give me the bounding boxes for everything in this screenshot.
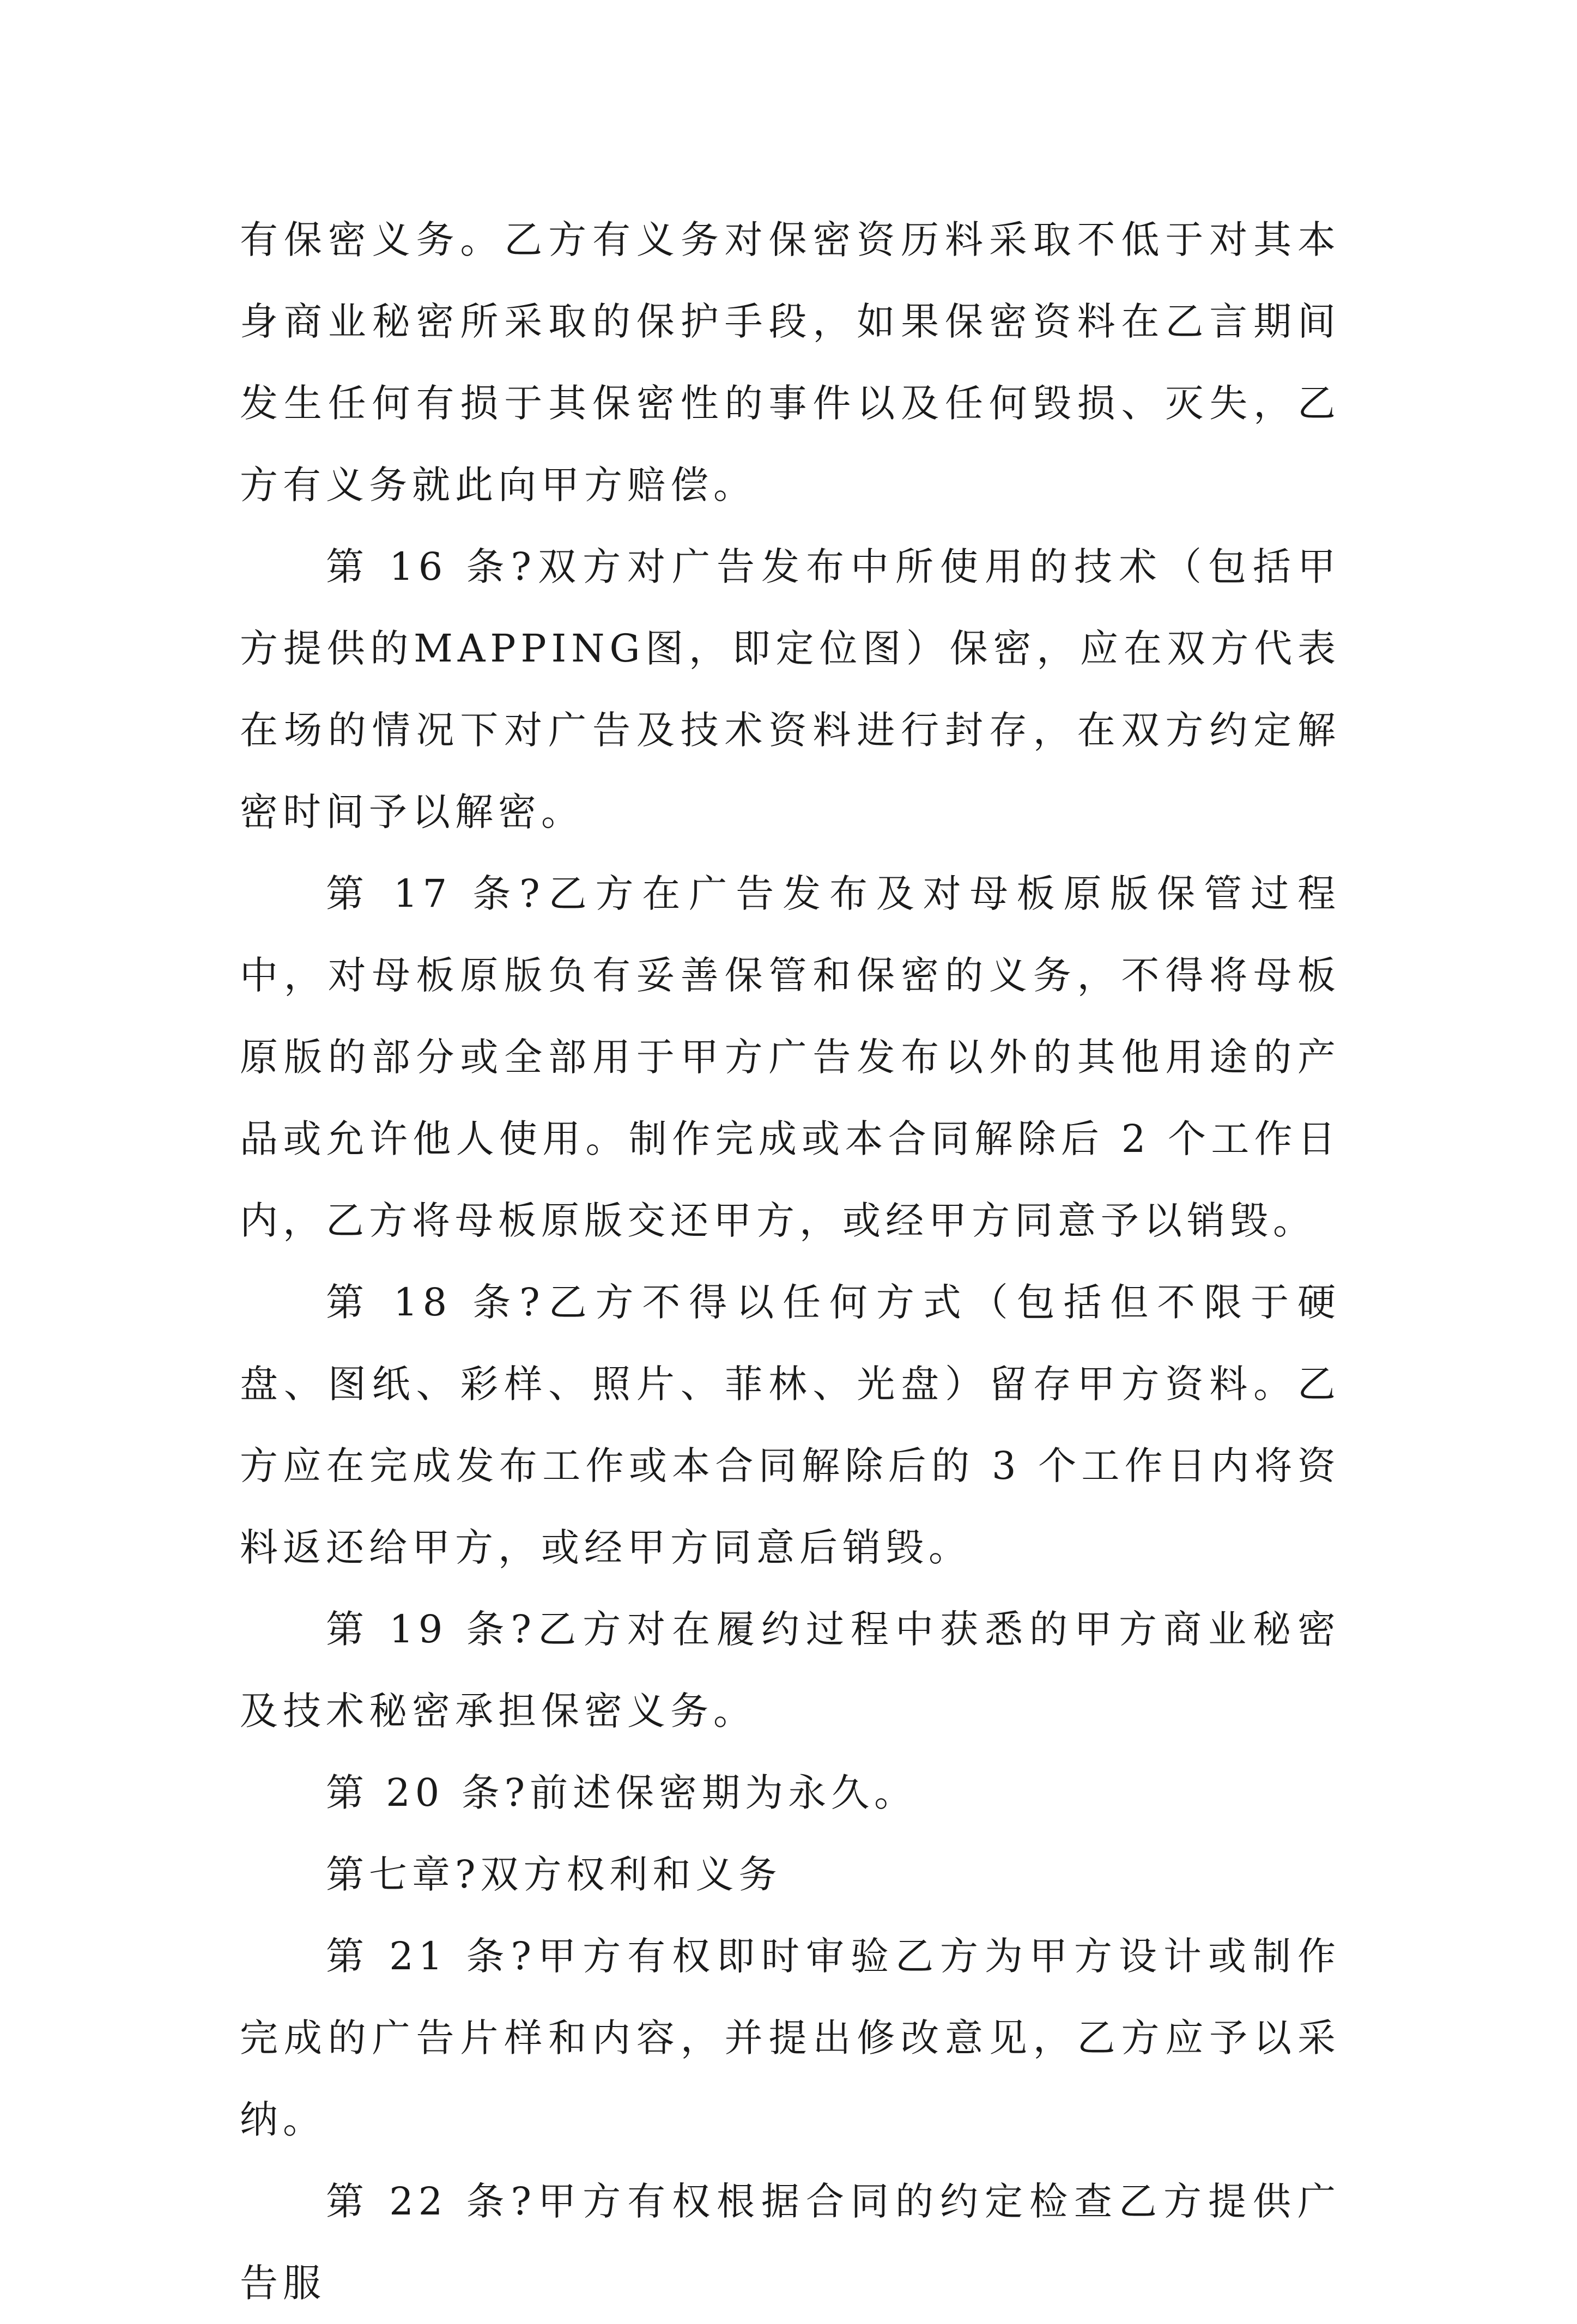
chapter-heading-7: 第七章?双方权利和义务: [326, 1852, 782, 1897]
document-body: [240, 199, 1341, 2324]
paragraph-continuation: 有保密义务。乙方有义务对保密资历料采取不低于对其本身商业秘密所采取的保护手段，如果保密资料在乙言期间发生任何有损于其保密性的事件以及任何毁损、灭失，乙方有义务就此向甲方赔偿。: [240, 217, 1341, 507]
paragraph-article-20: 第 20 条?前述保密期为永久。: [326, 1770, 918, 1815]
paragraph-article-21: 第 21 条?甲方有权即时审验乙方为甲方设计或制作完成的广告片样和内容，并提出修改意见，乙方应予以采纳。: [240, 1934, 1341, 2142]
paragraph-article-17: 第 17 条?乙方在广告发布及对母板原版保管过程中，对母板原版负有妥善保管和保密的义务，不得将母板原版的部分或全部用于甲方广告发布以外的其他用途的产品或允许他人使用。制作完成或本合同解除后 2 个工作日内，乙方将母板原版交还甲方，或经甲方同意予以销毁。: [240, 871, 1341, 1243]
paragraph-article-18: 第 18 条?乙方不得以任何方式（包括但不限于硬盘、图纸、彩样、照片、菲林、光盘）留存甲方资料。乙方应在完成发布工作或本合同解除后的 3 个工作日内将资料返还给甲方，或经甲方同意后销毁。: [240, 1280, 1341, 1570]
paragraph-article-22: 第 22 条?甲方有权根据合同的约定检查乙方提供广告服: [240, 2179, 1341, 2305]
paragraph-article-16: 第 16 条?双方对广告发布中所使用的技术（包括甲方提供的MAPPING图，即定位图）保密，应在双方代表在场的情况下对广告及技术资料进行封存，在双方约定解密时间予以解密。: [240, 544, 1341, 834]
paragraph-article-19: 第 19 条?乙方对在履约过程中获悉的甲方商业秘密及技术秘密承担保密义务。: [240, 1607, 1341, 1733]
